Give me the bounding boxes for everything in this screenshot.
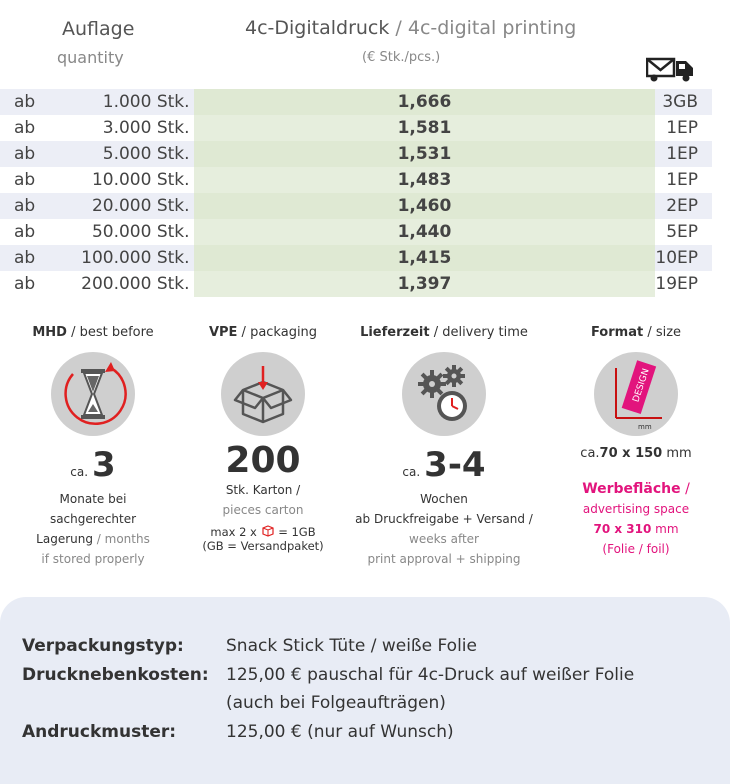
print-header-sep: / xyxy=(389,17,408,39)
gears-clock-icon xyxy=(402,352,486,436)
shipping-cell: 3GB xyxy=(662,92,698,112)
delivery-line3: weeks after xyxy=(409,532,479,546)
vpe-line2: pieces carton xyxy=(222,503,304,517)
quantity-cell: 20.000 Stk. xyxy=(91,196,190,216)
delivery-title: Lieferzeit / delivery time xyxy=(360,325,528,340)
costs-value-line2: (auch bei Folgeaufträgen) xyxy=(226,693,446,713)
shipping-cell: 2EP xyxy=(666,196,698,216)
qty-prefix: ab xyxy=(14,222,36,242)
details-panel xyxy=(0,597,730,784)
price-cell: 1,415 xyxy=(194,245,656,271)
delivery-line2: ab Druckfreigabe + Versand / xyxy=(355,512,533,526)
shipping-cell: 1EP xyxy=(666,118,698,138)
envelope-truck-icon xyxy=(646,52,698,82)
packaging-value: Snack Stick Tüte / weiße Folie xyxy=(226,636,477,656)
costs-row xyxy=(22,665,634,685)
vpe-title: VPE / packaging xyxy=(208,325,318,340)
mhd-line1: Monate bei xyxy=(59,492,127,506)
costs-value: 125,00 € pauschal für 4c-Druck auf weißer Folie xyxy=(226,665,635,685)
format-section xyxy=(556,325,716,559)
price-row xyxy=(0,271,712,297)
hourglass-icon xyxy=(51,352,135,436)
shipping-cell: 1EP xyxy=(666,170,698,190)
price-row xyxy=(0,193,712,219)
format-ad-size: 70 x 310 mm xyxy=(593,522,679,536)
shipping-cell: 1EP xyxy=(666,144,698,164)
price-cell: 1,531 xyxy=(194,141,656,167)
quantity-header-de: Auflage xyxy=(62,18,135,40)
delivery-section xyxy=(340,325,548,569)
format-ad-en: advertising space xyxy=(582,502,690,516)
quantity-cell: 1.000 Stk. xyxy=(102,92,190,112)
costs-label: Drucknebenkosten: xyxy=(22,665,209,685)
format-title: Format / size xyxy=(590,325,682,340)
price-cell: 1,581 xyxy=(194,115,656,141)
format-ad-note: (Folie / foil) xyxy=(602,542,670,556)
delivery-value: ca. 3-4 xyxy=(402,445,486,485)
format-icon-text: DESIGN xyxy=(631,367,652,404)
mhd-line4: if stored properly xyxy=(41,552,145,566)
delivery-line4: print approval + shipping xyxy=(367,552,521,566)
qty-prefix: ab xyxy=(14,118,36,138)
quantity-cell: 100.000 Stk. xyxy=(81,248,190,268)
quantity-cell: 50.000 Stk. xyxy=(91,222,190,242)
mhd-section xyxy=(8,325,178,569)
vpe-value: 200 xyxy=(225,440,301,481)
price-unit: (€ Stk./pcs.) xyxy=(362,50,441,65)
proof-label: Andruckmuster: xyxy=(22,722,177,742)
vpe-line1: Stk. Karton / xyxy=(225,483,301,497)
price-cell: 1,460 xyxy=(194,193,656,219)
qty-prefix: ab xyxy=(14,248,36,268)
format-size: ca.70 x 150 mm xyxy=(580,446,692,461)
vpe-section xyxy=(188,325,338,553)
price-cell: 1,440 xyxy=(194,219,656,245)
print-header-en: 4c-digital printing xyxy=(407,17,577,39)
price-cell: 1,397 xyxy=(194,271,656,297)
price-cell: 1,483 xyxy=(194,167,656,193)
mhd-title: MHD / best before xyxy=(32,325,154,340)
mhd-value: ca. 3 xyxy=(70,445,116,485)
price-row xyxy=(0,89,712,115)
price-row xyxy=(0,167,712,193)
price-table xyxy=(0,89,712,297)
shipping-cell: 10EP xyxy=(655,248,698,268)
qty-prefix: ab xyxy=(14,274,36,294)
qty-prefix: ab xyxy=(14,196,36,216)
box-icon xyxy=(221,352,305,436)
price-row xyxy=(0,115,712,141)
price-row xyxy=(0,245,712,271)
price-row xyxy=(0,141,712,167)
print-header-de: 4c-Digitaldruck xyxy=(245,17,390,39)
format-icon-unit: mm xyxy=(638,423,652,431)
proof-value: 125,00 € (nur auf Wunsch) xyxy=(226,722,454,742)
format-design-icon xyxy=(594,352,678,436)
qty-prefix: ab xyxy=(14,170,36,190)
print-header xyxy=(245,17,576,39)
delivery-line1: Wochen xyxy=(420,492,468,506)
price-row xyxy=(0,219,712,245)
vpe-line3: max 2 x = 1GB xyxy=(210,525,316,539)
vpe-line4: (GB = Versandpaket) xyxy=(202,539,324,553)
shipping-cell: 5EP xyxy=(666,222,698,242)
mhd-line2: sachgerechter xyxy=(49,512,137,526)
quantity-cell: 10.000 Stk. xyxy=(91,170,190,190)
quantity-cell: 200.000 Stk. xyxy=(81,274,190,294)
packaging-label: Verpackungstyp: xyxy=(22,636,184,656)
quantity-cell: 3.000 Stk. xyxy=(102,118,190,138)
format-ad-title: Werbefläche / xyxy=(582,481,690,497)
packaging-row xyxy=(22,636,477,656)
quantity-header-en: quantity xyxy=(57,48,124,67)
qty-prefix: ab xyxy=(14,144,36,164)
price-cell: 1,666 xyxy=(194,89,656,115)
proof-row xyxy=(22,722,454,742)
mhd-line3: Lagerung / months xyxy=(36,532,150,546)
quantity-cell: 5.000 Stk. xyxy=(102,144,190,164)
qty-prefix: ab xyxy=(14,92,36,112)
shipping-cell: 19EP xyxy=(655,274,698,294)
small-box-icon xyxy=(261,524,275,538)
